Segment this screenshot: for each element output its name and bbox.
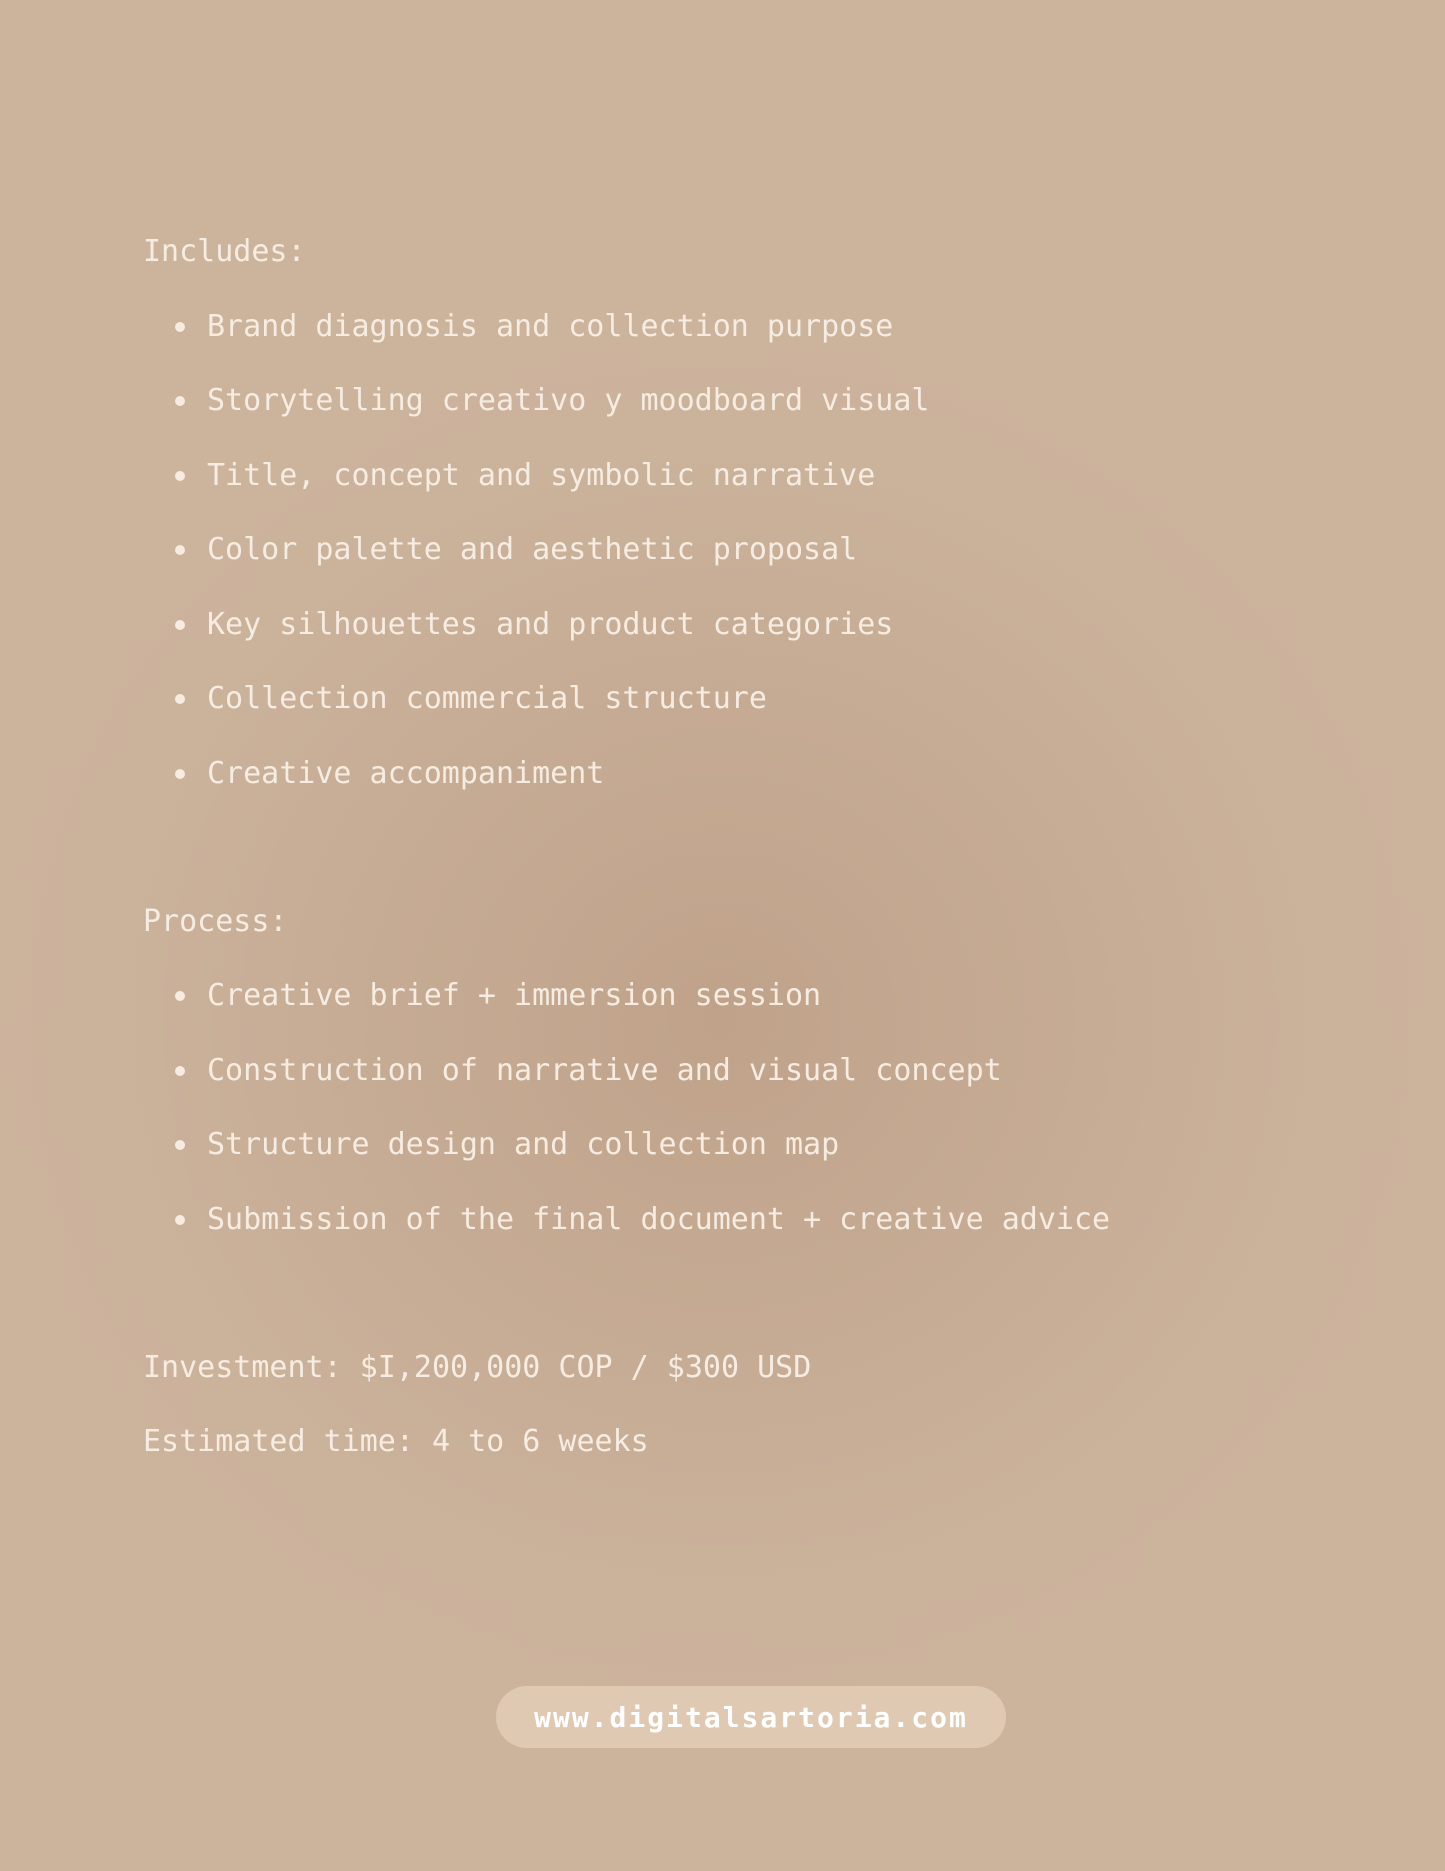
bullet-icon <box>175 620 185 630</box>
list-item <box>143 603 1343 647</box>
list-item <box>143 1123 1343 1167</box>
bullet-icon <box>175 396 185 406</box>
includes-heading: Includes: <box>143 234 306 269</box>
list-item <box>143 528 1343 572</box>
list-item-text: Creative accompaniment <box>207 755 605 791</box>
list-item-text: Submission of the final document + creative advice <box>207 1201 1111 1237</box>
includes-list <box>143 305 1343 796</box>
website-link-button[interactable] <box>496 1686 1006 1748</box>
investment-text: Investment: $I,200,000 COP / $300 USD <box>143 1349 812 1385</box>
bullet-icon <box>175 1066 185 1076</box>
bullet-icon <box>175 991 185 1001</box>
estimated-time-text: Estimated time: 4 to 6 weeks <box>143 1424 649 1459</box>
list-item <box>143 1198 1343 1242</box>
process-heading: Process: <box>143 903 288 939</box>
bullet-icon <box>175 769 185 779</box>
bullet-icon <box>175 1215 185 1225</box>
list-item-text: Key silhouettes and product categories <box>207 606 894 642</box>
bullet-icon <box>175 545 185 555</box>
list-item-text: Color palette and aesthetic proposal <box>207 532 858 567</box>
list-item <box>143 305 1343 349</box>
bullet-icon <box>175 322 185 332</box>
list-item <box>143 752 1343 796</box>
page-content <box>143 230 1343 1464</box>
bullet-icon <box>175 471 185 481</box>
list-item <box>143 974 1343 1018</box>
list-item <box>143 1049 1343 1093</box>
bullet-icon <box>175 694 185 704</box>
list-item <box>143 677 1343 721</box>
list-item <box>143 454 1343 498</box>
website-url: www.digitalsartoria.com <box>534 1700 968 1734</box>
list-item-text: Creative brief + immersion session <box>207 978 822 1013</box>
list-item-text: Title, concept and symbolic narrative <box>207 457 876 493</box>
list-item-text: Structure design and collection map <box>207 1127 840 1162</box>
process-list <box>143 974 1343 1242</box>
list-item-text: Construction of narrative and visual concept <box>207 1052 1002 1088</box>
list-item <box>143 379 1343 423</box>
bullet-icon <box>175 1140 185 1150</box>
list-item-text: Collection commercial structure <box>207 681 767 716</box>
list-item-text: Storytelling creativo y moodboard visual <box>207 383 930 418</box>
list-item-text: Brand diagnosis and collection purpose <box>207 308 894 344</box>
